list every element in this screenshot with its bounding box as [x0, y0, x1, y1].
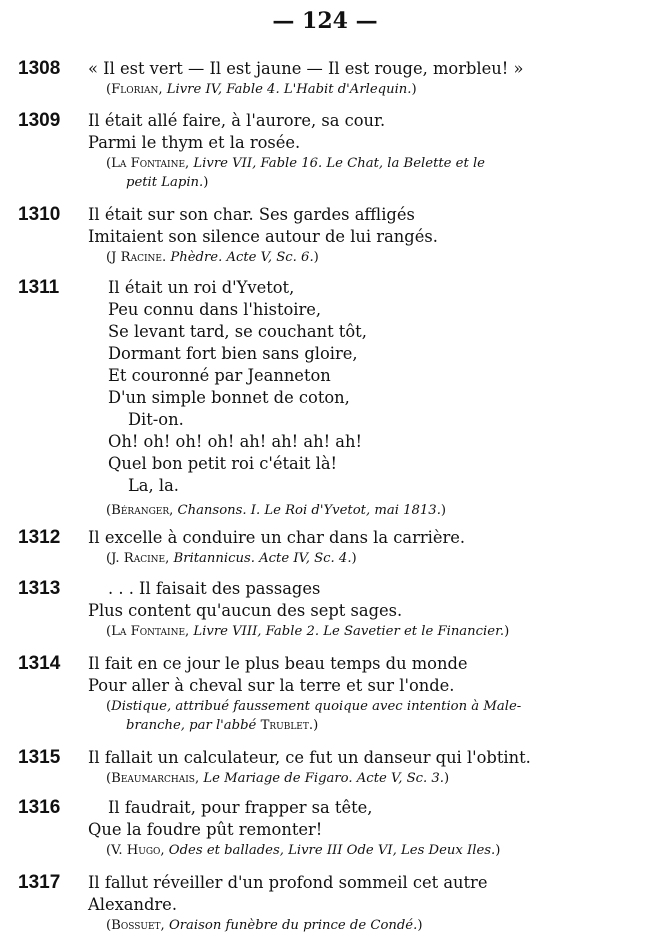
quote-line: Peu connu dans l'histoire,	[108, 300, 322, 319]
entry-number: 1312	[18, 527, 61, 548]
quote-line: Parmi le thym et la rosée.	[88, 133, 301, 152]
entry-number: 1309	[18, 110, 61, 131]
source-citation: (La Fontaine, Livre VII, Fable 16. Le Chat, la Belette et le	[106, 156, 485, 171]
entry-number: 1308	[18, 58, 61, 79]
quote-line: Il était allé faire, à l'aurore, sa cour.	[88, 111, 386, 130]
source-citation: (J. Racine, Britannicus. Acte IV, Sc. 4.)	[106, 551, 357, 566]
quote-line: Il était sur son char. Ses gardes affligés	[88, 205, 415, 224]
source-citation: (Béranger, Chansons. I. Le Roi d'Yvetot, mai 1813.)	[106, 503, 447, 518]
quote-line: Il excelle à conduire un char dans la carrière.	[88, 528, 466, 547]
source-citation: (J Racine. Phèdre. Acte V, Sc. 6.)	[106, 250, 319, 265]
source-citation: (Distique, attribué faussement quoique avec intention à Male-	[106, 699, 522, 714]
source-citation: (Beaumarchais, Le Mariage de Figaro. Acte V, Sc. 3.)	[106, 771, 450, 786]
quote-line: Plus content qu'aucun des sept sages.	[88, 601, 403, 620]
quote-line: Oh! oh! oh! oh! ah! ah! ah! ah!	[108, 432, 363, 451]
entry-number: 1310	[18, 204, 61, 225]
entry-number: 1314	[18, 653, 61, 674]
quote-line: Pour aller à cheval sur la terre et sur l'onde.	[88, 676, 455, 695]
entry-number: 1311	[18, 277, 60, 298]
quote-line: Il fait en ce jour le plus beau temps du monde	[88, 654, 468, 673]
quote-line: Dit-on.	[128, 410, 184, 429]
quote-line: Il fallait un calculateur, ce fut un danseur qui l'obtint.	[88, 748, 531, 767]
quote-line: Et couronné par Jeanneton	[108, 366, 331, 385]
source-citation: (Florian, Livre IV, Fable 4. L'Habit d'Arlequin.)	[106, 82, 417, 97]
quote-line: Il faudrait, pour frapper sa tête,	[108, 798, 373, 817]
quote-line: « Il est vert — Il est jaune — Il est rouge, morbleu! »	[88, 59, 524, 78]
quote-line: Dormant fort bien sans gloire,	[108, 344, 358, 363]
quote-line: . . . Il faisait des passages	[108, 579, 321, 598]
quote-line: D'un simple bonnet de coton,	[108, 388, 350, 407]
source-citation: (La Fontaine, Livre VIII, Fable 2. Le Savetier et le Financier.)	[106, 624, 510, 639]
entry-number: 1315	[18, 747, 61, 768]
source-citation: (Bossuet, Oraison funèbre du prince de Condé.)	[106, 918, 423, 933]
entry-number: 1316	[18, 797, 61, 818]
quote-line: Alexandre.	[88, 895, 177, 914]
page-number: — 124 —	[272, 8, 378, 34]
quote-line: Il fallut réveiller d'un profond sommeil cet autre	[88, 873, 488, 892]
quote-line: Que la foudre pût remonter!	[88, 820, 323, 839]
source-citation-continued: branche, par l'abbé Trublet.)	[126, 718, 319, 733]
entry-number: 1313	[18, 578, 61, 599]
quote-line: Quel bon petit roi c'était là!	[108, 454, 338, 473]
quote-line: Imitaient son silence autour de lui rangés.	[88, 227, 438, 246]
source-citation: (V. Hugo, Odes et ballades, Livre III Ode VI, Les Deux Iles.)	[106, 843, 501, 858]
quote-line: Se levant tard, se couchant tôt,	[108, 322, 367, 341]
quote-line: La, la.	[128, 476, 179, 495]
entry-number: 1317	[18, 872, 61, 893]
quote-line: Il était un roi d'Yvetot,	[108, 278, 295, 297]
source-citation-continued: petit Lapin.)	[126, 175, 209, 190]
